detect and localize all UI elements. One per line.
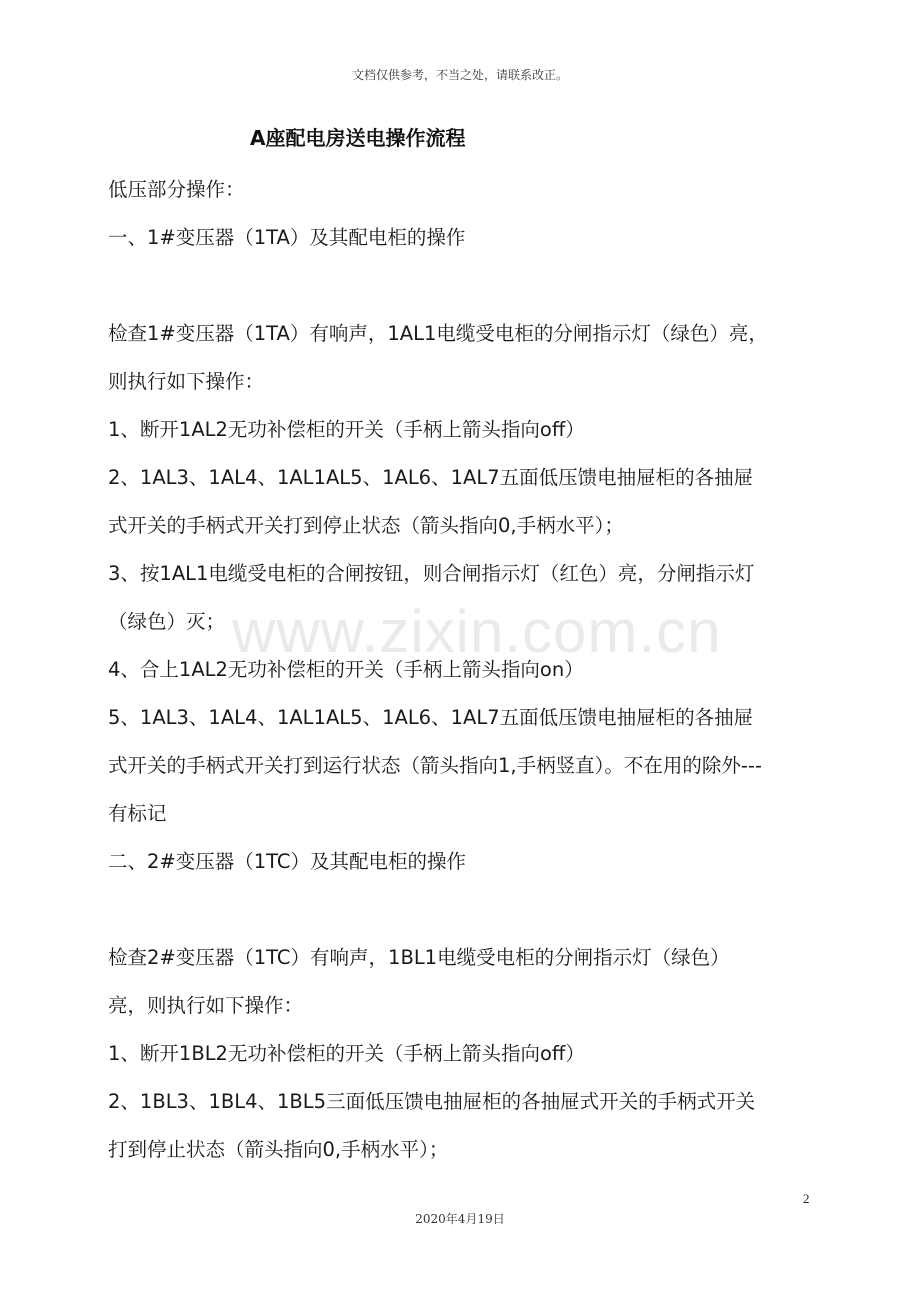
paragraph-check-transformer-1: 检查1#变压器（1TA）有响声，1AL1电缆受电柜的分闸指示灯（绿色）亮，则执行如下操作： xyxy=(108,322,768,393)
footer-date: 2020年4月19日 xyxy=(415,1212,505,1226)
step-1-b: 1、断开1BL2无功补偿柜的开关（手柄上箭头指向off） xyxy=(108,1042,585,1065)
document-body xyxy=(108,166,768,1174)
step-2: 2、1AL3、1AL4、1AL1AL5、1AL6、1AL7五面低压馈电抽屉柜的各抽屉式开关的手柄式开关打到停止状态（箭头指向0,手柄水平）； xyxy=(108,466,754,537)
step-3: 3、按1AL1电缆受电柜的合闸按钮，则合闸指示灯（红色）亮，分闸指示灯（绿色）灭； xyxy=(108,562,755,633)
document-title: A座配电房送电操作流程 xyxy=(250,126,466,150)
paragraph-check-transformer-2: 检查2#变压器（1TC）有响声，1BL1电缆受电柜的分闸指示灯（绿色）亮，则执行如下操作： xyxy=(108,946,730,1017)
step-5: 5、1AL3、1AL4、1AL1AL5、1AL6、1AL7五面低压馈电抽屉柜的各抽屉式开关的手柄式开关打到运行状态（箭头指向1,手柄竖直）。不在用的除外---有标记 xyxy=(108,706,762,825)
step-1: 1、断开1AL2无功补偿柜的开关（手柄上箭头指向off） xyxy=(108,418,585,441)
watermark: www.zixin.com.cn xyxy=(232,598,722,665)
header-note: 文档仅供参考，不当之处，请联系改正。 xyxy=(351,68,568,82)
section-label-low-voltage: 低压部分操作： xyxy=(108,178,245,201)
page-number: 2 xyxy=(803,1191,810,1206)
section-heading-transformer-1: 一、1#变压器（1TA）及其配电柜的操作 xyxy=(108,226,466,249)
section-heading-transformer-2: 二、2#变压器（1TC）及其配电柜的操作 xyxy=(108,850,467,873)
step-2-b: 2、1BL3、1BL4、1BL5三面低压馈电抽屉柜的各抽屉式开关的手柄式开关打到停止状态（箭头指向0,手柄水平）； xyxy=(108,1090,756,1161)
blank-line xyxy=(108,262,768,310)
step-4: 4、合上1AL2无功补偿柜的开关（手柄上箭头指向on） xyxy=(108,658,584,681)
blank-line xyxy=(108,886,768,934)
